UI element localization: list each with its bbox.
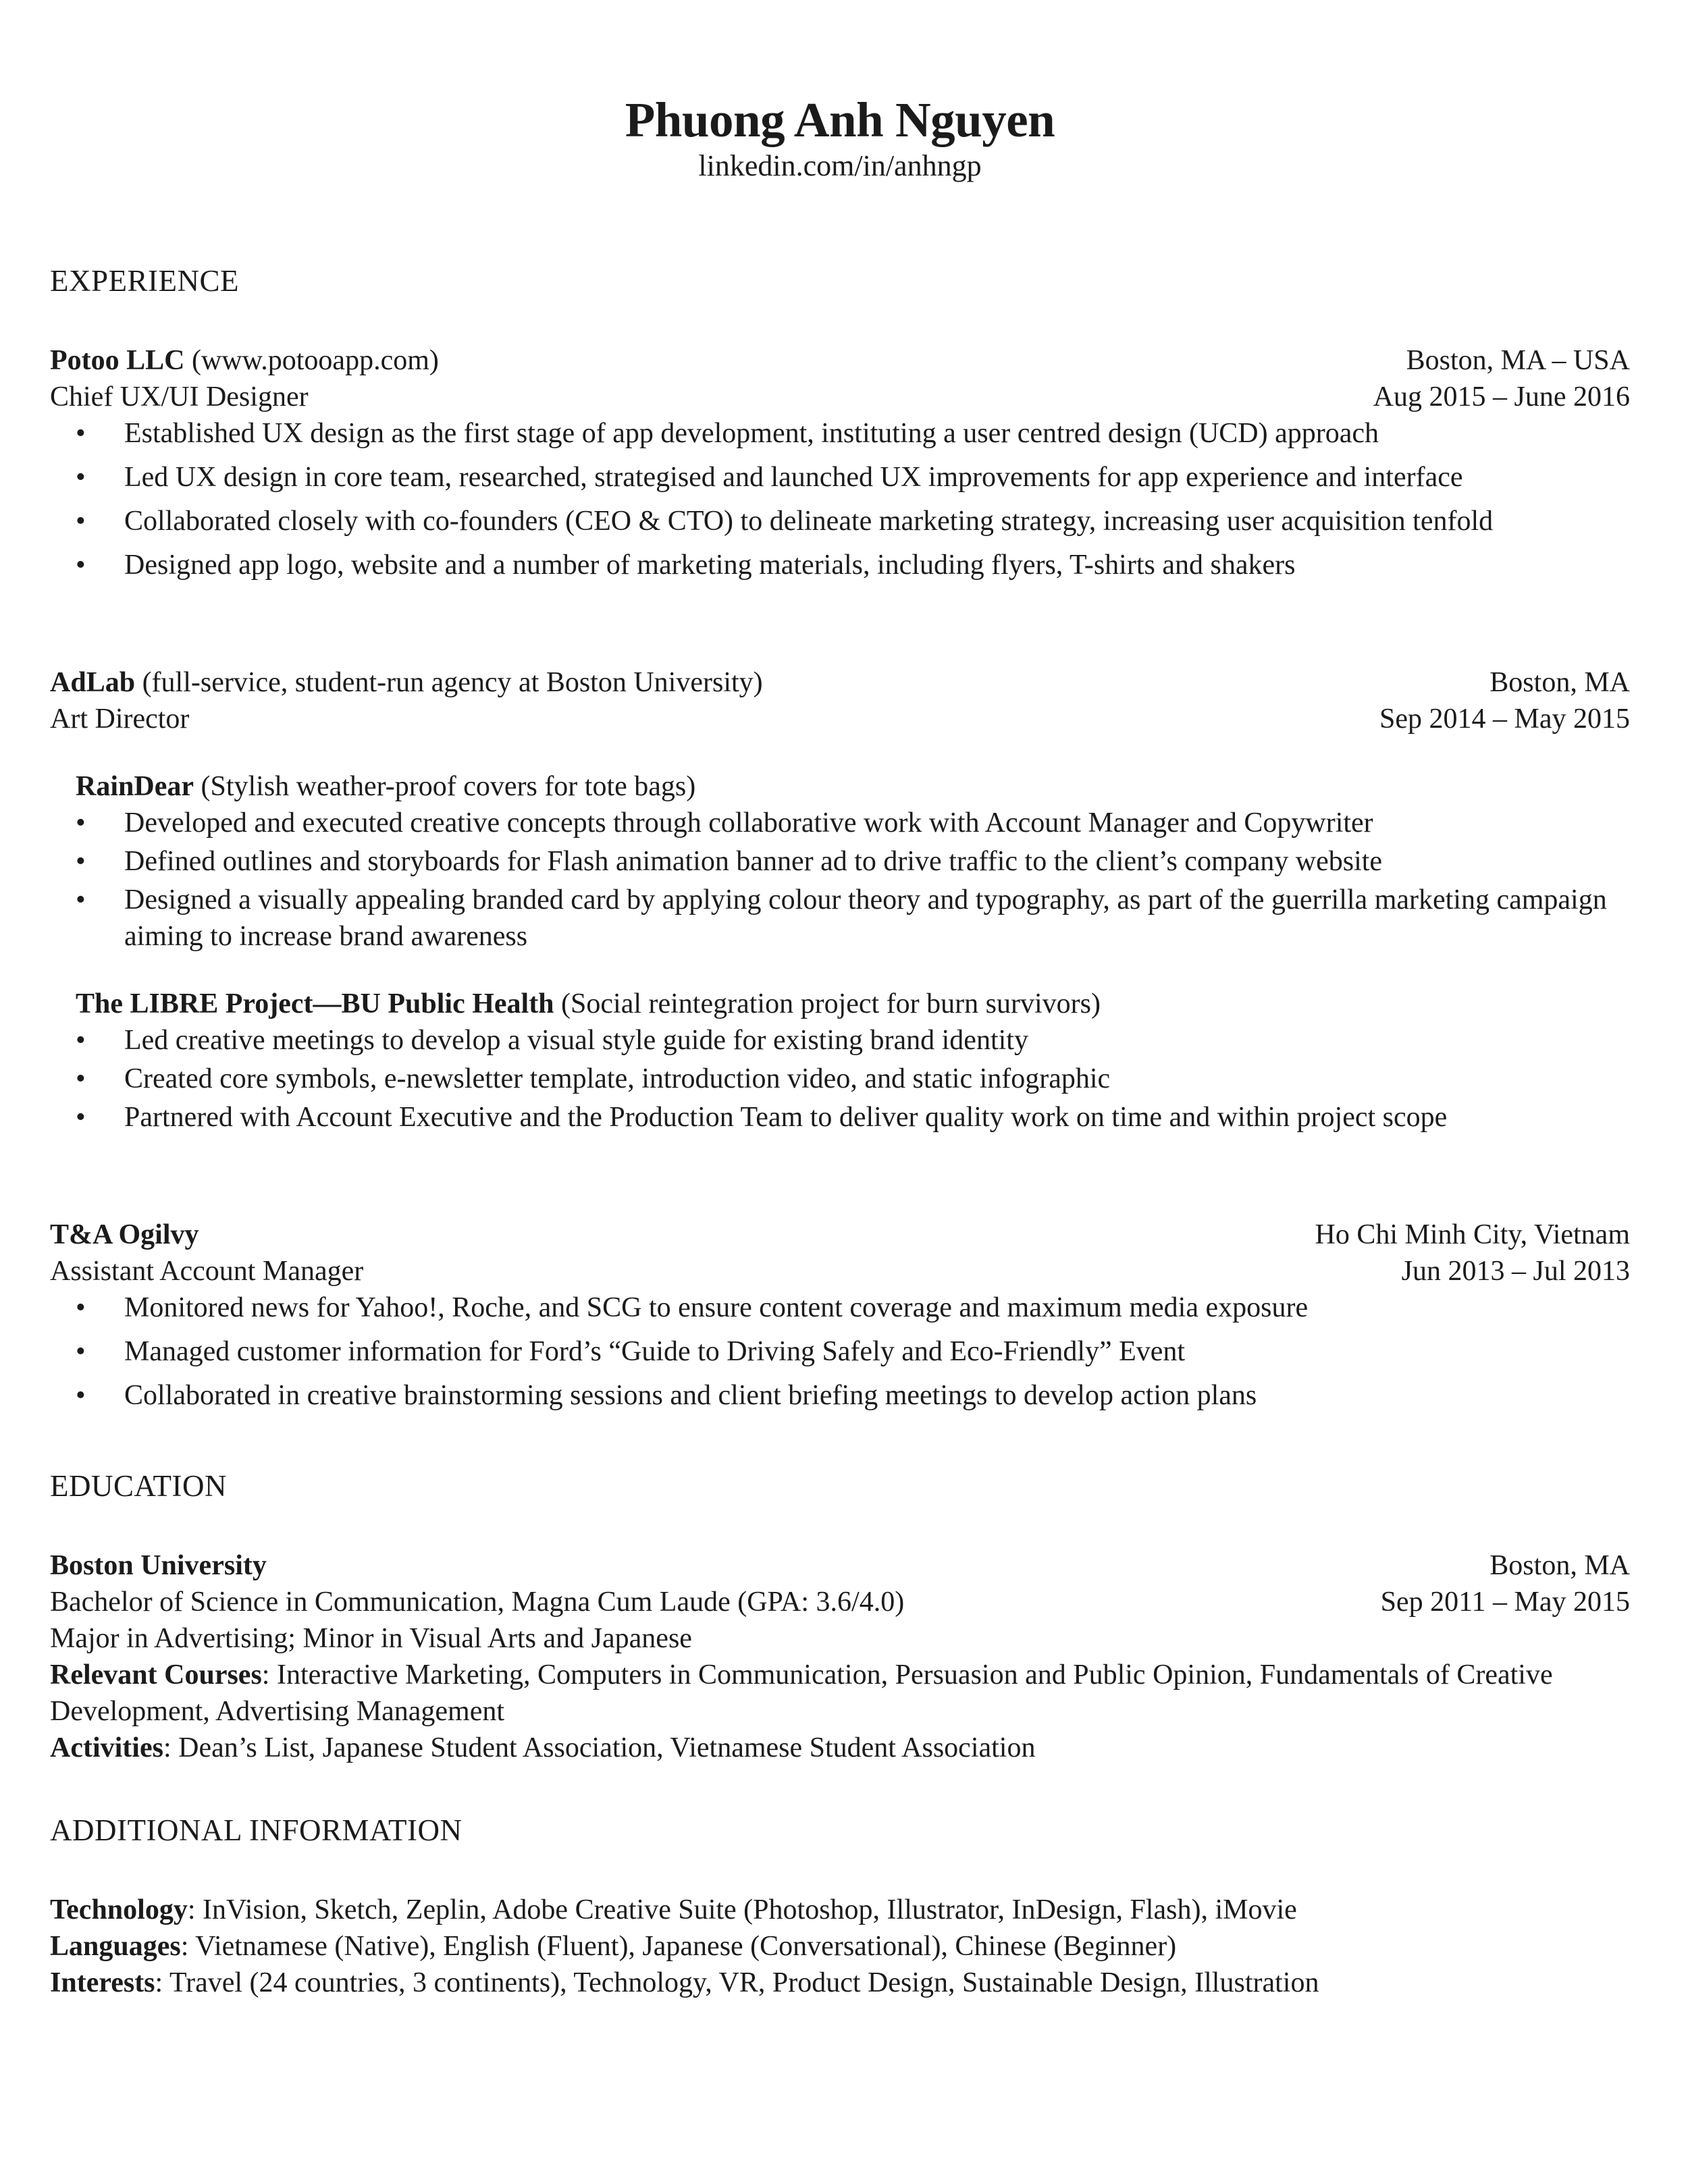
- job-company-line: [50, 664, 763, 701]
- job-ogilvy: [50, 1217, 1630, 1414]
- relevant-courses: [50, 1657, 1630, 1730]
- list-item: • Collaborated closely with co-founders (CEO & CTO) to delineate marketing strategy, increasing user acquisition tenfold: [50, 503, 1630, 539]
- education-heading: EDUCATION: [50, 1469, 227, 1503]
- job-location: Boston, MA – USA: [1406, 345, 1630, 377]
- school-location: Boston, MA: [1489, 1550, 1630, 1582]
- project-raindear: [50, 768, 1630, 955]
- interests-label: Interests: [50, 1967, 155, 1999]
- job-title: Assistant Account Manager: [50, 1256, 364, 1287]
- list-item: • Created core symbols, e-newsletter template, introduction video, and static infographic: [50, 1061, 1630, 1097]
- experience-heading: EXPERIENCE: [50, 264, 239, 298]
- job-dates: Aug 2015 – June 2016: [1373, 381, 1630, 413]
- list-item: • Defined outlines and storyboards for Flash animation banner ad to drive traffic to the client’s company website: [50, 843, 1630, 880]
- project-bullets: [50, 1022, 1630, 1136]
- activities-label: Activities: [50, 1732, 163, 1764]
- job-header-row: [50, 342, 1630, 379]
- list-item: • Managed customer information for Ford’s “Guide to Driving Safely and Eco-Friendly” Event: [50, 1333, 1630, 1370]
- resume-page: [50, 92, 1630, 2001]
- project-libre: [50, 986, 1630, 1136]
- education-dates: Sep 2011 – May 2015: [1380, 1587, 1630, 1618]
- list-item: • Led creative meetings to develop a visual style guide for existing brand identity: [50, 1022, 1630, 1059]
- job-title-row: [50, 701, 1630, 737]
- job-company: T&A Ogilvy: [50, 1219, 199, 1251]
- job-adlab: [50, 664, 1630, 1136]
- job-company-note: (full-service, student-run agency at Boston University): [142, 667, 763, 699]
- job-header-row: [50, 1217, 1630, 1253]
- project-title: [50, 768, 1630, 805]
- major-minor: Major in Advertising; Minor in Visual Arts and Japanese: [50, 1623, 692, 1655]
- job-title: Art Director: [50, 703, 190, 735]
- job-header-row: [50, 664, 1630, 701]
- list-item: • Collaborated in creative brainstorming sessions and client briefing meetings to develop action plans: [50, 1377, 1630, 1414]
- activities-value: : Dean’s List, Japanese Student Association, Vietnamese Student Association: [163, 1732, 1036, 1764]
- job-potoo: [50, 342, 1630, 583]
- job-company-line: [50, 342, 439, 379]
- job-title: Chief UX/UI Designer: [50, 381, 309, 413]
- job-location: Boston, MA: [1489, 667, 1630, 699]
- project-note: (Stylish weather-proof covers for tote bags): [201, 771, 696, 803]
- additional-info-block: [50, 1892, 1630, 2001]
- education-degree-row: [50, 1584, 1630, 1620]
- list-item: • Designed a visually appealing branded card by applying colour theory and typography, as part of the guerrilla marketing campaign aiming to increase brand awareness: [50, 882, 1630, 955]
- job-company-note: (www.potooapp.com): [192, 345, 439, 377]
- list-item: • Established UX design as the first stage of app development, instituting a user centred design (UCD) approach: [50, 415, 1630, 452]
- linkedin-url: linkedin.com/in/anhngp: [698, 149, 982, 182]
- job-title-row: [50, 379, 1630, 415]
- project-title: [50, 986, 1630, 1022]
- list-item: • Designed app logo, website and a number of marketing materials, including flyers, T-shirts and shakers: [50, 547, 1630, 583]
- candidate-name: Phuong Anh Nguyen: [625, 92, 1055, 147]
- interests-value: : Travel (24 countries, 3 continents), Technology, VR, Product Design, Sustainable Design, Illustration: [155, 1967, 1319, 1999]
- technology-value: : InVision, Sketch, Zeplin, Adobe Creative Suite (Photoshop, Illustrator, InDesign, Flash), iMovie: [187, 1894, 1297, 1926]
- job-company: AdLab: [50, 667, 136, 699]
- courses-value: : Interactive Marketing, Computers in Communication, Persuasion and Public Opinion, Fundamentals of Creative Development, Advertising Management: [50, 1659, 1553, 1728]
- job-dates: Sep 2014 – May 2015: [1379, 703, 1630, 735]
- degree: Bachelor of Science in Communication, Magna Cum Laude (GPA: 3.6/4.0): [50, 1587, 905, 1618]
- project-note: (Social reintegration project for burn survivors): [561, 988, 1101, 1020]
- additional-heading: ADDITIONAL INFORMATION: [50, 1813, 463, 1848]
- project-bullets: [50, 805, 1630, 955]
- list-item: • Led UX design in core team, researched, strategised and launched UX improvements for app experience and interface: [50, 459, 1630, 496]
- education-school-row: [50, 1547, 1630, 1584]
- interests-line: [50, 1965, 1630, 2001]
- project-name: The LIBRE Project—BU Public Health: [76, 988, 554, 1020]
- technology-label: Technology: [50, 1894, 188, 1926]
- job-dates: Jun 2013 – Jul 2013: [1401, 1256, 1630, 1287]
- languages-value: : Vietnamese (Native), English (Fluent), Japanese (Conversational), Chinese (Beginner): [180, 1931, 1177, 1963]
- list-item: • Monitored news for Yahoo!, Roche, and SCG to ensure content coverage and maximum media exposure: [50, 1289, 1630, 1326]
- education-block: [50, 1547, 1630, 1766]
- school-name: Boston University: [50, 1550, 267, 1582]
- activities: [50, 1730, 1630, 1766]
- courses-label: Relevant Courses: [50, 1659, 262, 1691]
- job-bullets: [50, 1289, 1630, 1414]
- languages-line: [50, 1928, 1630, 1965]
- job-location: Ho Chi Minh City, Vietnam: [1315, 1219, 1630, 1251]
- job-title-row: [50, 1253, 1630, 1289]
- languages-label: Languages: [50, 1931, 181, 1963]
- resume-header: [50, 92, 1630, 183]
- project-name: RainDear: [76, 771, 194, 803]
- job-bullets: [50, 415, 1630, 583]
- list-item: • Partnered with Account Executive and the Production Team to deliver quality work on time and within project scope: [50, 1099, 1630, 1136]
- technology-line: [50, 1892, 1630, 1928]
- list-item: • Developed and executed creative concepts through collaborative work with Account Manager and Copywriter: [50, 805, 1630, 841]
- job-company-line: [50, 1217, 199, 1253]
- job-company: Potoo LLC: [50, 345, 185, 377]
